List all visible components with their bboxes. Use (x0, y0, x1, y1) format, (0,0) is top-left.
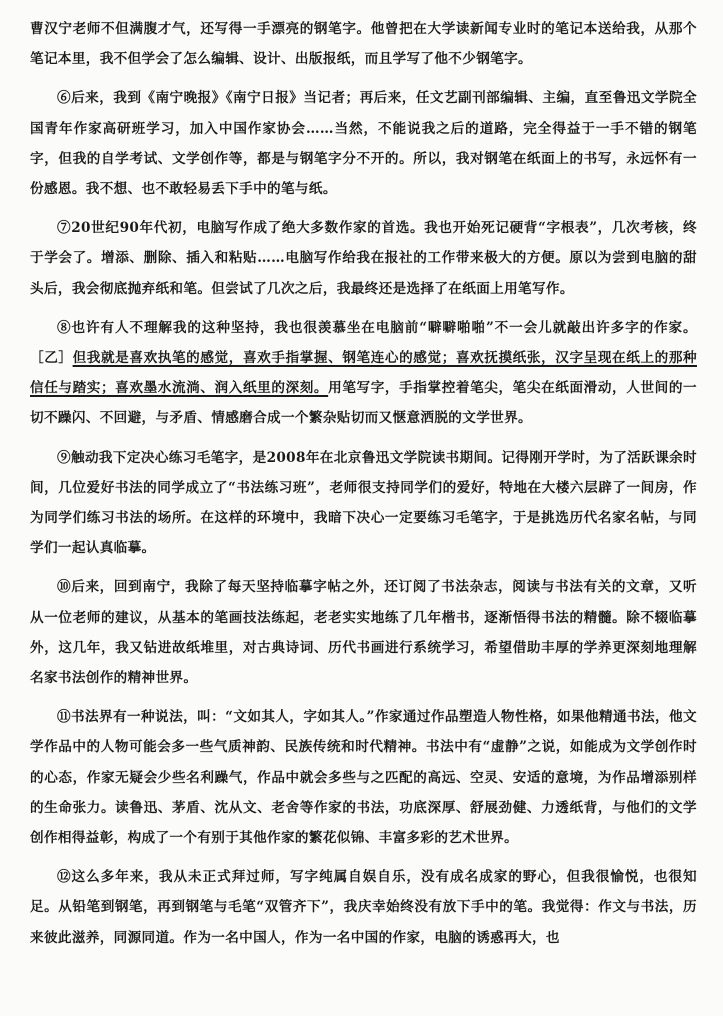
paragraph-8-tail: 用笔写字，手指掌控着笔尖，笔尖在纸面滑动，人世间的一切不躁闪、不回避，与矛盾、情感磨合成一个繁杂贴切而又惬意洒脱的文学世界。 (30, 380, 697, 427)
paragraph-9: ⑨触动我下定决心练习毛笔字，是2008年在北京鲁迅文学院读书期间。记得刚开学时，为了活跃课余时间，几位爱好书法的同学成立了“书法练习班”，老师很支持同学们的爱好，特地在大楼六层辟了一间房，作为同学们练习书法的场所。在这样的环境中，我暗下决心一定要练习毛笔字，于是挑选历代名家名帖，与同学们一起认真临摹。 (30, 449, 697, 557)
paragraph-7: ⑦20世纪90年代初，电脑写作成了绝大多数作家的首选。我也开始死记硬背“字根表”，几次考核，终于学会了。增添、删除、插入和粘贴……电脑写作给我在报社的工作带来极大的方便。原以为尝到电脑的甜头后，我会彻底抛弃纸和笔。但尝试了几次之后，我最终还是选择了在纸面上用笔写作。 (30, 220, 697, 297)
paragraph-11: ⑪书法界有一种说法，叫：“文如其人，字如其人。”作家通过作品塑造人物性格，如果他精通书法，他文学作品中的人物可能会多一些气质神韵、民族传统和时代精神。书法中有“虚静”之说，如能成为文学创作时的心态，作家无疑会少些名利躁气，作品中就会多些与之匹配的高远、空灵、安适的意境，为作品增添别样的生命张力。读鲁迅、茅盾、沈从文、老舍等作家的书法，功底深厚、舒展劲健、力透纸背，与他们的文学创作相得益彰，构成了一个有别于其他作家的繁花似锦、丰富多彩的艺术世界。 (30, 709, 697, 847)
paragraph-8 (30, 313, 697, 434)
paragraph-6: ⑥后来，我到《南宁晚报》《南宁日报》当记者；再后来，任文艺副刊部编辑、主编，直至鲁迅文学院全国青年作家高研班学习，加入中国作家协会……当然，不能说我之后的道路，完全得益于一手不错的钢笔字，但我的自学考试、文学创作等，都是与钢笔字分不开的。所以，我对钢笔在纸面上的书写，永远怀有一份感恩。我不想、也不敢轻易丢下手中的笔与纸。 (30, 90, 697, 198)
paragraph-8-underlined-sentence: 但我就是喜欢执笔的感觉，喜欢手指掌握、钢笔连心的感觉；喜欢抚摸纸张，汉字呈现在纸上的那种信任与踏实；喜欢墨水流淌、润入纸里的深刻。 (30, 350, 697, 397)
paragraph-10: ⑩后来，回到南宁，我除了每天坚持临摹字帖之外，还订阅了书法杂志，阅读与书法有关的文章，又听从一位老师的建议，从基本的笔画技法练起，老老实实地练了几年楷书，逐渐悟得书法的精髓。除不辍临摹外，这几年，我又钻进故纸堆里，对古典诗词、历代书画进行系统学习，希望借助丰厚的学养更深刻地理解名家书法创作的精神世界。 (30, 579, 697, 687)
paragraph-5-continuation: 曹汉宁老师不但满腹才气，还写得一手漂亮的钢笔字。他曾把在大学读新闻专业时的笔记本送给我，从那个笔记本里，我不但学会了怎么编辑、设计、出版报纸，而且学写了他不少钢笔字。 (30, 21, 697, 68)
paragraph-12: ⑫这么多年来，我从未正式拜过师，写字纯属自娱自乐，没有成名成家的野心，但我很愉悦，也很知足。从铅笔到钢笔，再到钢笔与毛笔“双管齐下”，我庆幸始终没有放下手中的笔。我觉得：作文与书法，历来彼此滋养，同源同道。作为一名中国人，作为一名中国的作家，电脑的诱惑再大，也 (30, 869, 697, 946)
paragraph-8-lead: ⑧也许有人不理解我的这种坚持，我也很羡慕坐在电脑前“噼噼啪啪”不一会儿就敲出许多字的作家。［乙］ (30, 319, 697, 367)
